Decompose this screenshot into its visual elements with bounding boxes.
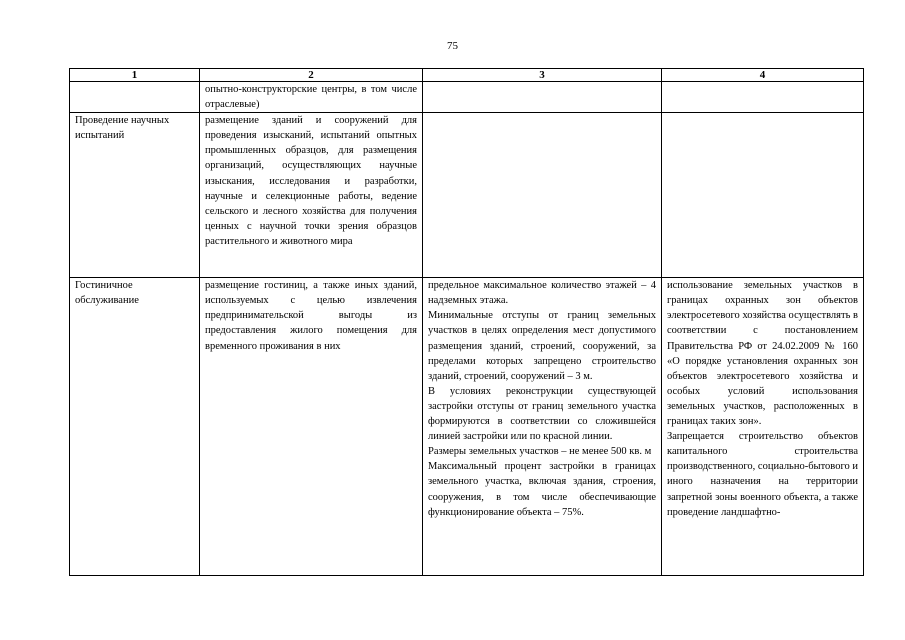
column-header-2: 2 bbox=[200, 69, 423, 82]
restrictions-cell bbox=[662, 113, 864, 278]
column-header-4: 4 bbox=[662, 69, 864, 82]
restrictions-cell bbox=[662, 82, 864, 113]
use-type-cell: Проведение научных испытаний bbox=[70, 113, 200, 278]
column-header-1: 1 bbox=[70, 69, 200, 82]
table-header-row bbox=[70, 69, 864, 82]
parameter-paragraph: В условиях реконструкции существующей застройки отступы от границ земельного участка формируются в соответствии со сложившейся линией застройки или по красной линии. bbox=[428, 385, 656, 443]
parameter-paragraph: Минимальные отступы от границ земельных участков в целях определения мест допустимого размещения зданий, строений, сооружений, за пределами которых запрещено строительство зданий, строений, сооружений – 3 м. bbox=[428, 310, 656, 382]
column-header-3: 3 bbox=[423, 69, 662, 82]
table-row bbox=[70, 278, 864, 576]
parameter-paragraph: Размеры земельных участков – не менее 500 кв. м bbox=[428, 446, 652, 458]
use-type-cell bbox=[70, 82, 200, 113]
use-description-cell: размещение гостиниц, а также иных зданий, используемых с целью извлечения предпринимательской выгоды из предоставления жилого помещения для временного проживания в них bbox=[200, 278, 423, 576]
parameters-cell bbox=[423, 113, 662, 278]
table-row bbox=[70, 113, 864, 278]
use-description-cell: размещение зданий и сооружений для проведения изысканий, испытаний опытных промышленных образцов, для размещения организаций, осуществляющих научные изыскания, исследования и разработки, научные и селекционные работы, ведение сельского и лесного хозяйства для получения ценных с научной точки зрения образцов растительного и животного мира bbox=[200, 113, 423, 278]
regulations-table bbox=[69, 68, 864, 576]
use-description-cell: опытно-конструкторские центры, в том числе отраслевые) bbox=[200, 82, 423, 113]
restriction-paragraph: Запрещается строительство объектов капитального строительства производственного, социально-бытового и иного назначения на территории запретной зоны военного объекта, а также проведение ландшафтно- bbox=[667, 431, 858, 518]
parameter-paragraph: предельное максимальное количество этажей – 4 надземных этажа. bbox=[428, 280, 656, 307]
table-row bbox=[70, 82, 864, 113]
restrictions-cell bbox=[662, 278, 864, 576]
parameters-cell bbox=[423, 278, 662, 576]
parameters-cell bbox=[423, 82, 662, 113]
parameter-paragraph: Максимальный процент застройки в границах земельного участка, включая здания, строения, сооружения, в том числе обеспечивающие функционирование объекта – 75%. bbox=[428, 461, 656, 518]
use-type-cell: Гостиничное обслуживание bbox=[70, 278, 200, 576]
restriction-paragraph: использование земельных участков в границах охранных зон объектов электросетевого хозяйства осуществлять в соответствии с постановлением Правительства РФ от 24.02.2009 № 160 «О порядке установления охранных зон объектов электросетевого хозяйства и особых условий использования земельных участков, расположенных в границах таких зон». bbox=[667, 280, 858, 428]
page-number: 75 bbox=[447, 40, 458, 52]
